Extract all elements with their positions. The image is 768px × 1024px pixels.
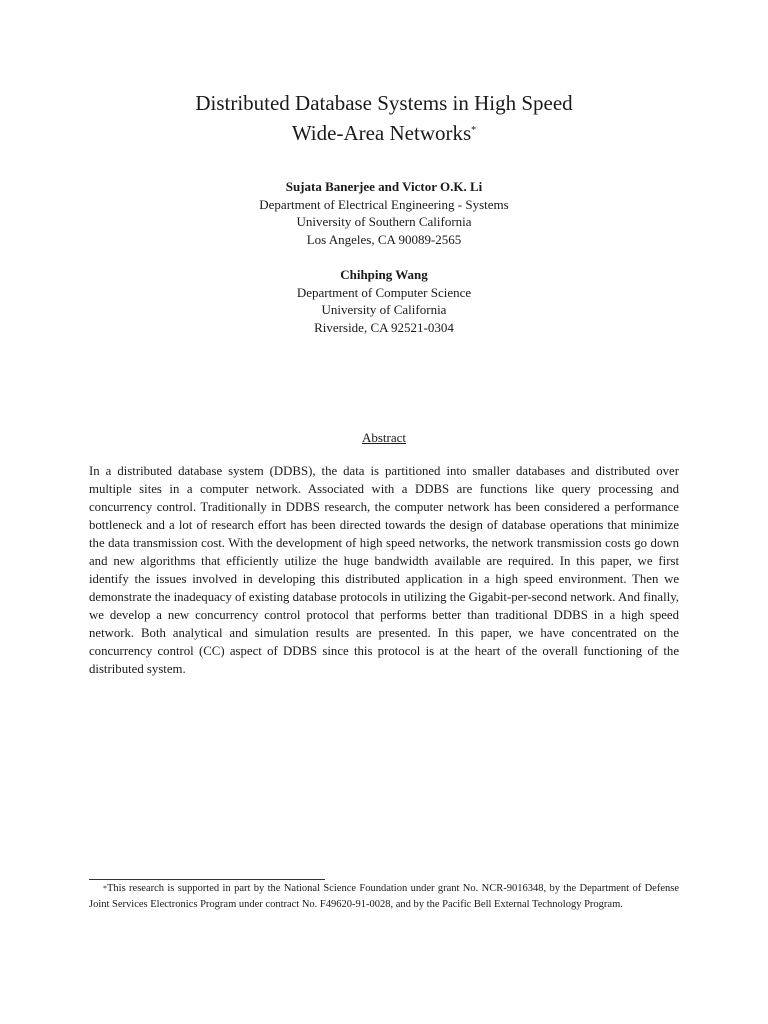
author-names: Chihping Wang: [340, 267, 428, 282]
footnote: [89, 881, 679, 912]
author-block-primary: [0, 178, 768, 248]
author-location: Los Angeles, CA 90089-2565: [306, 231, 462, 247]
author-university: University of Southern California: [296, 214, 472, 229]
author-names: Sujata Banerjee and Victor O.K. Li: [285, 179, 483, 194]
footnote-marker: *: [103, 884, 107, 893]
paper-title: [0, 88, 768, 148]
author-university: University of California: [321, 302, 447, 317]
author-department: Department of Electrical Engineering - Systems: [259, 196, 509, 212]
footnote-divider: [89, 879, 325, 880]
title-line-1: Distributed Database Systems in High Speed: [195, 91, 573, 115]
author-location: Riverside, CA 92521-0304: [314, 319, 454, 335]
author-department: Department of Computer Science: [296, 284, 472, 300]
author-block-secondary: [0, 266, 768, 336]
abstract-heading: Abstract: [361, 430, 407, 445]
abstract-body: In a distributed database system (DDBS), the data is partitioned into smaller databases and distributed over multiple sites in a computer network. Associated with a DDBS are functions like query processing and concurrency control. Traditionally in DDBS research, the computer network has been considered a performance bottleneck and a lot of research effort has been directed towards the design of database operations that minimize the data transmission cost. With the development of high speed networks, the network transmission costs go down and new algorithms that efficiently utilize the huge bandwidth available are required. In this paper, we first identify the issues involved in developing this distributed application in a high speed environment. Then we demonstrate the inadequacy of existing database protocols in utilizing the Gigabit-per-second network. And finally, we develop a new concurrency control protocol that performs better than traditional DDBS in a high speed network. Both analytical and simulation results are presented. In this paper, we have concentrated on the concurrency control (CC) aspect of DDBS since this protocol is at the heart of the overall functioning of the distributed system.: [89, 464, 679, 676]
footnote-text: This research is supported in part by the National Science Foundation under grant No. NCR-9016348, by the Department of Defense Joint Services Electronics Program under contract No. F49620-91-0028, and by the Pacific Bell External Technology Program.: [89, 883, 679, 910]
title-line-2: Wide-Area Networks: [291, 121, 472, 145]
title-footnote-marker: *: [471, 125, 477, 136]
